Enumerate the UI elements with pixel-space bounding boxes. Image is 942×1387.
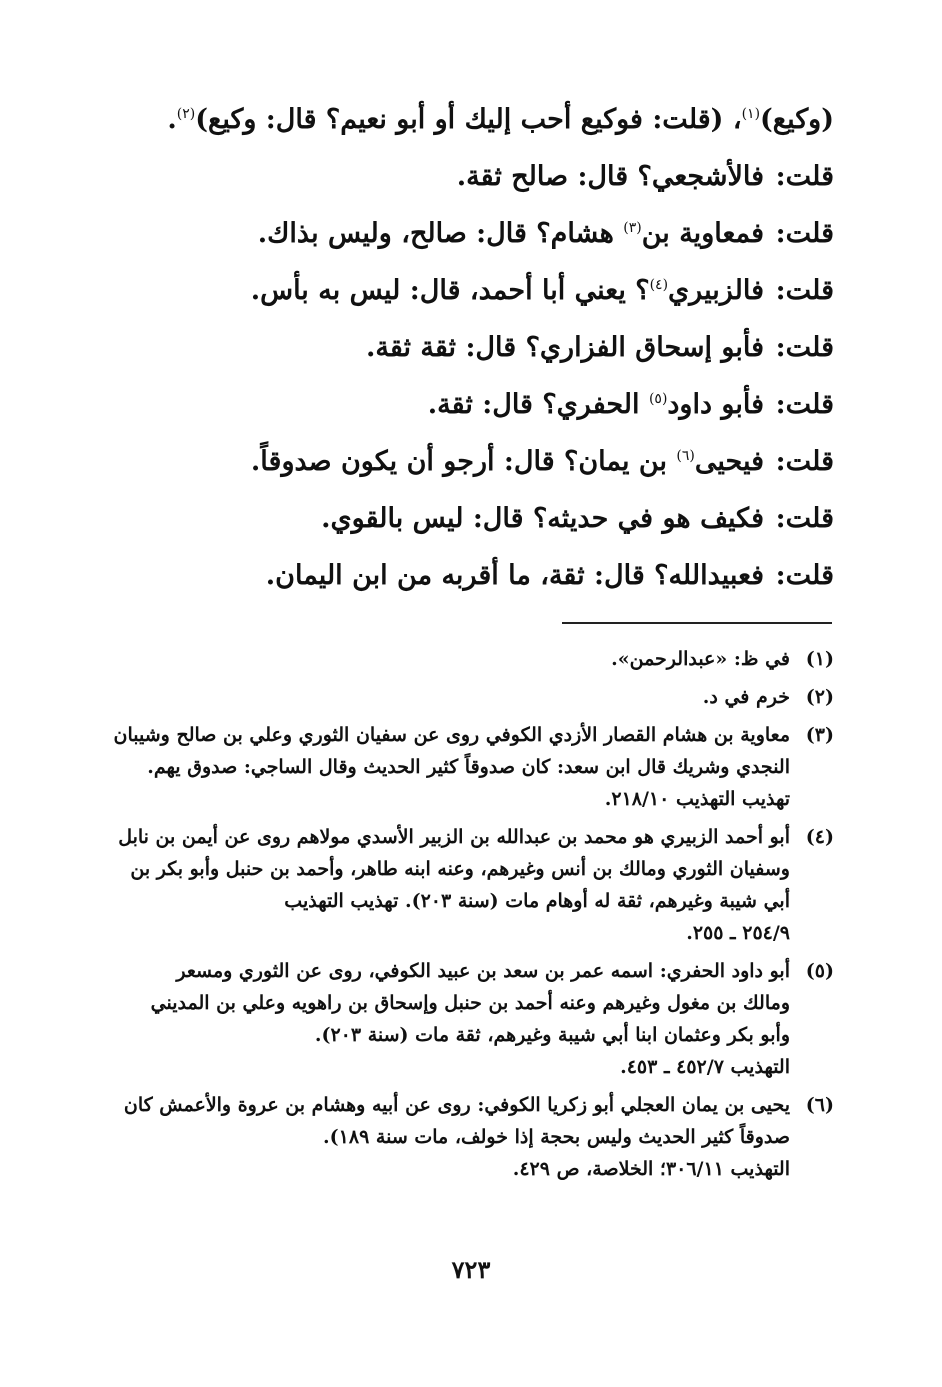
footnote-number: (٦) — [805, 1094, 834, 1116]
footnote-separator — [562, 622, 832, 624]
footnote-number: (٢) — [805, 686, 834, 708]
line-text: فالزبيري — [668, 275, 764, 306]
dialogue-line-1 — [457, 157, 834, 197]
line-text: فأبو إسحاق الفزاري؟ قال: ثقة ثقة. — [365, 332, 764, 363]
question-label: قلت: — [775, 503, 834, 534]
footnote-line: تهذيب التهذيب ٢١٨/١٠. — [604, 788, 790, 810]
line-text: فمعاوية بن — [641, 218, 764, 249]
line-text: فعبيدالله؟ قال: ثقة، ما أقربه من ابن اليمان. — [265, 560, 764, 591]
footnote-line: أبو داود الحفري: اسمه عمر بن سعد بن عبيد الكوفي، روى عن الثوري ومسعر — [176, 960, 790, 982]
footnote-line: معاوية بن هشام القصار الأزدي الكوفي روى عن سفيان الثوري وعلي بن صالح وشيبان — [113, 724, 790, 746]
question-label: قلت: — [775, 446, 834, 477]
opening-part-3: . — [167, 104, 177, 135]
footnote-line: وسفيان الثوري ومالك بن أنس وغيرهم، وعنه ابنه طاهر، وأحمد بن حنبل وأبو بكر بن — [130, 858, 790, 880]
footnote-number: (٤) — [805, 826, 834, 848]
footnote-line: خرم في د. — [702, 686, 790, 708]
question-label: قلت: — [775, 389, 834, 420]
line-text-after: هشام؟ قال: صالح، وليس بذاك. — [257, 218, 624, 249]
line-text: فالأشجعي؟ قال: صالح ثقة. — [456, 161, 764, 192]
line-text-after: الحفري؟ قال: ثقة. — [427, 389, 649, 420]
footnote-line: ومالك بن مغول وغيرهم وعنه أحمد بن حنبل وإسحاق بن راهويه وعلي بن المديني — [150, 992, 790, 1014]
dialogue-line-4 — [366, 328, 834, 368]
footnote-line: التهذيب ٤٥٢/٧ ـ ٤٥٣. — [620, 1056, 790, 1078]
question-label: قلت: — [775, 560, 834, 591]
footnote-number: (٣) — [805, 724, 834, 746]
footnote-1 — [134, 643, 834, 675]
footnote-ref-2: (٢) — [176, 106, 196, 122]
footnote-line: أبي شيبة وغيرهم، ثقة له أوهام مات (سنة ٢٠٣). تهذيب التهذيب — [284, 890, 790, 912]
footnote-line: وأبو بكر وعثمان ابنا أبي شيبة وغيرهم، ثقة مات (سنة ٢٠٣). — [314, 1024, 790, 1046]
dialogue-line-8 — [266, 556, 834, 596]
footnote-ref-5: (٥) — [648, 391, 668, 407]
dialogue-line-7 — [321, 499, 834, 539]
footnote-2 — [134, 681, 834, 713]
question-label: قلت: — [775, 161, 834, 192]
dialogue-line-6 — [251, 442, 834, 482]
line-text: فأبو داود — [667, 389, 764, 420]
footnote-ref-6: (٦) — [676, 448, 695, 464]
line-text-after: بن يمان؟ قال: أرجو أن يكون صدوقاً. — [250, 446, 677, 477]
footnote-line: في ظ: «عبدالرحمن». — [611, 648, 790, 670]
dialogue-line-5 — [428, 385, 834, 425]
footnote-line: ٢٥٤/٩ ـ ٢٥٥. — [686, 922, 790, 944]
footnote-line: صدوقاً كثير الحديث وليس بحجة إذا خولف، مات سنة ١٨٩). — [323, 1126, 790, 1148]
footnote-number: (٥) — [805, 960, 834, 982]
footnotes — [113, 643, 834, 1191]
footnote-3 — [113, 719, 834, 815]
footnote-line: التهذيب ٣٠٦/١١؛ الخلاصة، ص ٤٢٩. — [512, 1158, 790, 1180]
opening-part-2: ، (قلت: فوكيع أحب إليك أو أبو نعيم؟ قال: وكيع) — [195, 104, 742, 135]
line-text: فكيف هو في حديثه؟ قال: ليس بالقوي. — [321, 503, 764, 534]
footnote-ref-4: (٤) — [649, 277, 669, 293]
footnote-line: النجدي وشريك قال ابن سعد: كان صدوقاً كثير الحديث وقال الساجي: صدوق يهم. — [147, 756, 790, 778]
question-label: قلت: — [775, 218, 834, 249]
opening-line — [167, 100, 834, 140]
page-number: ٧٢٣ — [451, 1255, 491, 1284]
footnote-4 — [118, 821, 834, 949]
footnote-line: يحيى بن يمان العجلي أبو زكريا الكوفي: روى عن أبيه وهشام بن عروة والأعمش كان — [123, 1094, 790, 1116]
question-label: قلت: — [775, 332, 834, 363]
footnote-line: أبو أحمد الزبيري هو محمد بن عبدالله بن الزبير الأسدي مولاهم روى عن أيمن بن نابل — [118, 826, 790, 848]
opening-part-1: (وكيع) — [760, 104, 834, 135]
footnote-5 — [134, 955, 834, 1083]
line-text-after: ؟ يعني أبا أحمد، قال: ليس به بأس. — [250, 275, 650, 306]
dialogue-line-3 — [251, 271, 834, 311]
dialogue-line-2 — [258, 214, 834, 254]
footnote-6 — [123, 1089, 834, 1185]
footnote-ref-1: (١) — [741, 106, 761, 122]
footnote-ref-3: (٣) — [623, 220, 642, 236]
line-text: فيحيى — [694, 446, 764, 477]
footnote-number: (١) — [805, 648, 834, 670]
question-label: قلت: — [775, 275, 834, 306]
